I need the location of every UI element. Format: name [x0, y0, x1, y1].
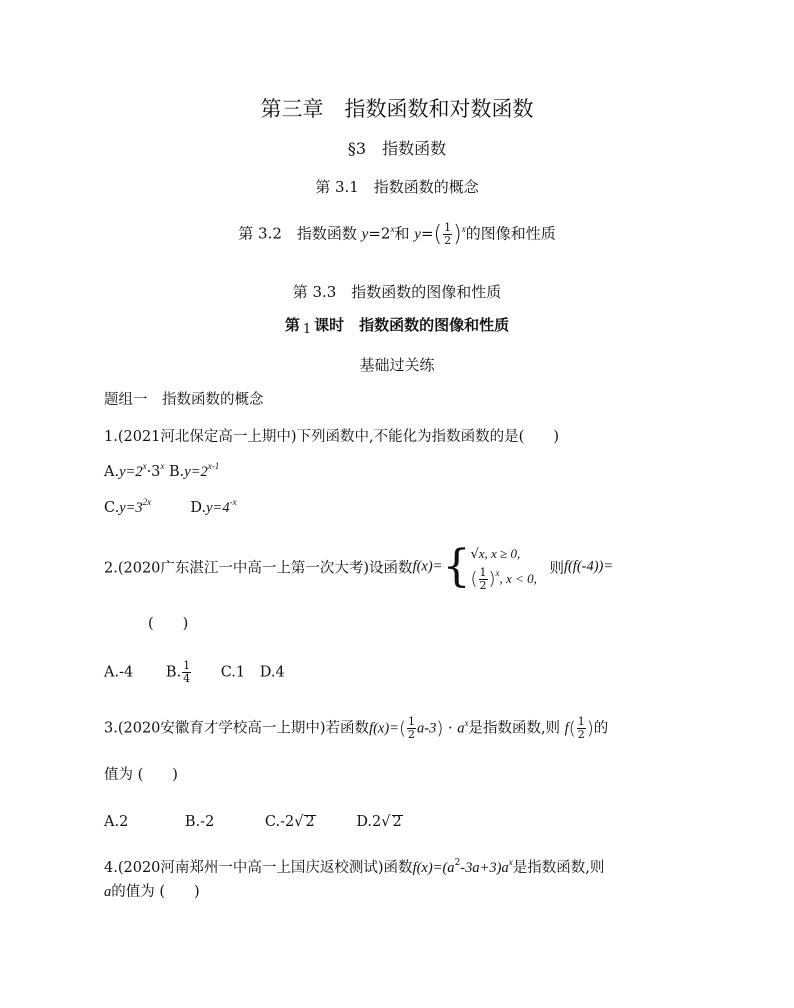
group-heading: 题组一 指数函数的概念 — [104, 392, 264, 408]
q1-options-ab: $A.y=2^x\cdot 3^x$ $B.y=2^{x-1}$ — [104, 461, 220, 480]
q3-line2: 值为 ( ) — [104, 767, 178, 783]
subsection-3-2 — [0, 222, 794, 247]
sub2-eq2: = — [420, 224, 434, 243]
sub2-eq1: =2 — [368, 224, 391, 243]
paren-open: ( — [433, 222, 443, 247]
practice-title: 基础过关练 — [359, 356, 435, 374]
q2-stem: 2.(2020广东湛江一中高一上第一次大考)设函数f(x)={ √x, x ≥ 0, ( $\frac{1}{2}$ )$^x$, x < 0, 则f(f(-4))= — [104, 541, 614, 592]
sub2-and: 和 — [394, 224, 410, 243]
paren-close: ) — [453, 222, 462, 247]
q1-options-cd: $C.y=3^{2x}$ $D.y=4^{-x}$ — [104, 497, 237, 516]
sub2-suffix: 的图像和性质 — [465, 224, 556, 243]
q2-options: A.-4 B. $\frac{1}{4}$ C.1 D.4 — [104, 659, 285, 685]
q2-blank: ( ) — [148, 616, 189, 632]
subsection-3-1: 第 3.1 指数函数的概念 — [315, 178, 479, 196]
q3-options: A.2 B.-2 C.-2√ 2 D.2√ 2 — [104, 814, 402, 830]
subsection-3-3: 第 3.3 指数函数的图像和性质 — [292, 283, 502, 301]
lesson-title: 第 1 课时 指数函数的图像和性质 — [284, 316, 510, 337]
sub2-sup: x — [390, 223, 395, 234]
piecewise-cases: √x, x ≥ 0, ( $\frac{1}{2}$ )$^x$, x < 0, — [470, 546, 537, 592]
sub2-fraction: $\frac{1}{2}$ — [444, 221, 452, 247]
sub2-y1: y — [361, 226, 369, 243]
section-title: §3 指数函数 — [347, 139, 447, 158]
sub2-y2: y — [414, 226, 421, 243]
chapter-title: 第三章 指数函数和对数函数 — [260, 97, 534, 121]
q3-stem: 3.(2020安徽育才学校高一上期中)若函数f(x)=( $\frac{1}{2}$ $a-3) \cdot a^x$是指数函数,则 f( $\frac{1}{2}$ )的 — [104, 715, 609, 741]
piecewise-brace: { — [442, 541, 471, 592]
q4-line2: a的值为 ( ) — [104, 884, 200, 900]
sub2-prefix: 第 3.2 指数函数 — [238, 224, 357, 243]
q4-stem: 4.(2020河南郑州一中高一上国庆返校测试)函数$f(x)=(a^2-3a+3)a^x$是指数函数,则 — [104, 857, 605, 876]
sub2-exp: x — [461, 223, 466, 234]
q1-stem: 1.(2021河北保定高一上期中)下列函数中,不能化为指数函数的是( ) — [104, 429, 559, 445]
